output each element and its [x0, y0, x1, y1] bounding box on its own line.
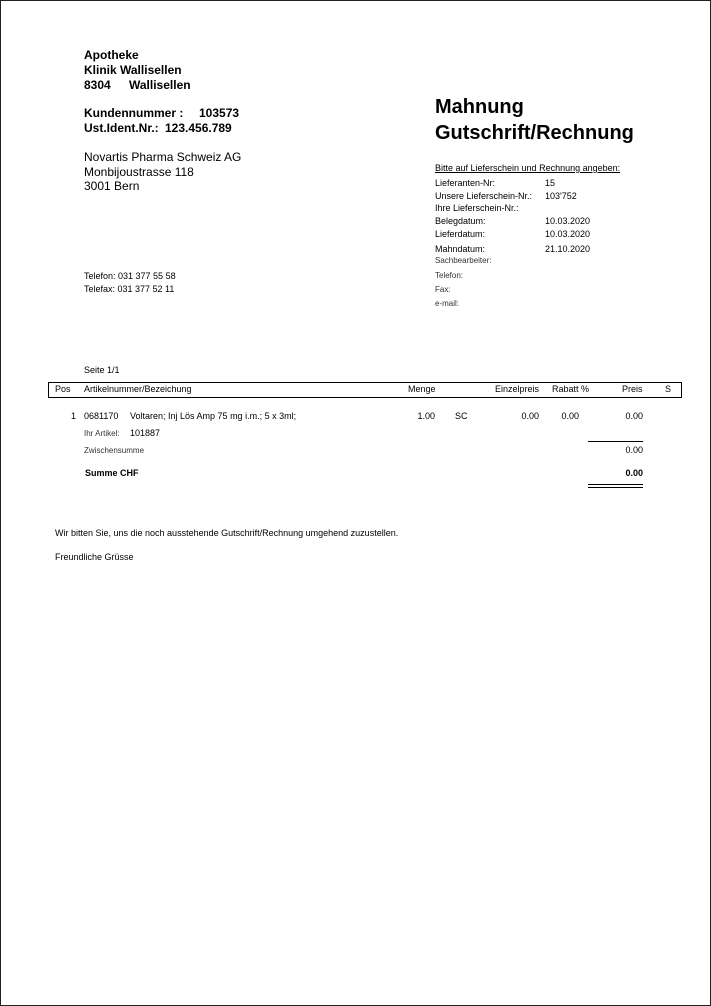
- total-double-rule-bottom: [588, 487, 643, 488]
- contact-email-label: e-mail:: [435, 299, 460, 308]
- row-qty: 1.00: [417, 411, 435, 421]
- row-price: 0.00: [625, 411, 643, 421]
- field-value: 103'752: [545, 191, 577, 201]
- subtotal-label: Zwischensumme: [84, 446, 145, 455]
- total-label: Summe CHF: [85, 468, 139, 478]
- header-qty: Menge: [408, 384, 436, 394]
- row-discount: 0.00: [561, 411, 579, 421]
- recipient-name: Novartis Pharma Schweiz AG: [84, 150, 242, 164]
- header-pos: Pos: [55, 384, 71, 394]
- customer-number-label: Kundennummer :: [84, 106, 184, 120]
- row-article-number: 0681170: [84, 411, 119, 421]
- sender-phone: Telefon: 031 377 55 58: [84, 271, 176, 281]
- sender-zip: 8304: [84, 78, 111, 92]
- page-number: Seite 1/1: [84, 365, 120, 375]
- contact-fax-label: Fax:: [435, 285, 451, 294]
- field-value: 10.03.2020: [545, 229, 591, 239]
- table-header: [48, 382, 682, 398]
- document-subtitle: Gutschrift/Rechnung: [435, 122, 634, 144]
- header-s: S: [665, 384, 672, 394]
- sender-city: Wallisellen: [129, 78, 191, 92]
- your-article-label: Ihr Artikel:: [84, 429, 120, 438]
- row-unit-price: 0.00: [521, 411, 539, 421]
- document-title: Mahnung: [435, 96, 524, 118]
- reference-note: Bitte auf Lieferschein und Rechnung angeben:: [435, 163, 621, 173]
- sender-line2: Klinik Wallisellen: [84, 63, 182, 77]
- closing-text: Wir bitten Sie, uns die noch ausstehende Gutschrift/Rechnung umgehend zuzustellen.: [55, 528, 399, 538]
- total-value: 0.00: [625, 468, 643, 478]
- field-value: 10.03.2020: [545, 216, 591, 226]
- vat-label: Ust.Ident.Nr.:: [84, 121, 159, 135]
- recipient-city: 3001 Bern: [84, 179, 140, 193]
- your-article-number: 101887: [130, 428, 161, 438]
- field-value: 15: [545, 178, 556, 188]
- vat-number: 123.456.789: [165, 121, 232, 135]
- total-double-rule-top: [588, 484, 643, 485]
- row-description: Voltaren; Inj Lös Amp 75 mg i.m.; 5 x 3ml;: [130, 411, 297, 421]
- sender-line1: Apotheke: [84, 48, 139, 62]
- field-label: Unsere Lieferschein-Nr.:: [435, 191, 533, 201]
- field-label: Lieferdatum:: [435, 229, 486, 239]
- header-price: Preis: [622, 384, 643, 394]
- field-label: Belegdatum:: [435, 216, 486, 226]
- header-unit-price: Einzelpreis: [495, 384, 540, 394]
- contact-phone-label: Telefon:: [435, 271, 464, 280]
- recipient-street: Monbijoustrasse 118: [84, 165, 194, 179]
- customer-number: 103573: [199, 106, 240, 120]
- field-label: Ihre Lieferschein-Nr.:: [435, 203, 519, 213]
- field-label: Lieferanten-Nr:: [435, 178, 496, 188]
- subtotal-rule: [588, 441, 643, 442]
- row-unit: SC: [455, 411, 468, 421]
- subtotal-value: 0.00: [625, 445, 643, 455]
- row-pos: 1: [70, 411, 76, 421]
- sender-fax: Telefax: 031 377 52 11: [84, 284, 175, 294]
- field-label: Mahndatum:: [435, 244, 486, 254]
- header-article: Artikelnummer/Bezeichung: [84, 384, 192, 394]
- clerk-label: Sachbearbeiter:: [435, 256, 492, 265]
- closing-greeting: Freundliche Grüsse: [55, 552, 134, 562]
- field-value: 21.10.2020: [545, 244, 591, 254]
- header-discount: Rabatt %: [552, 384, 590, 394]
